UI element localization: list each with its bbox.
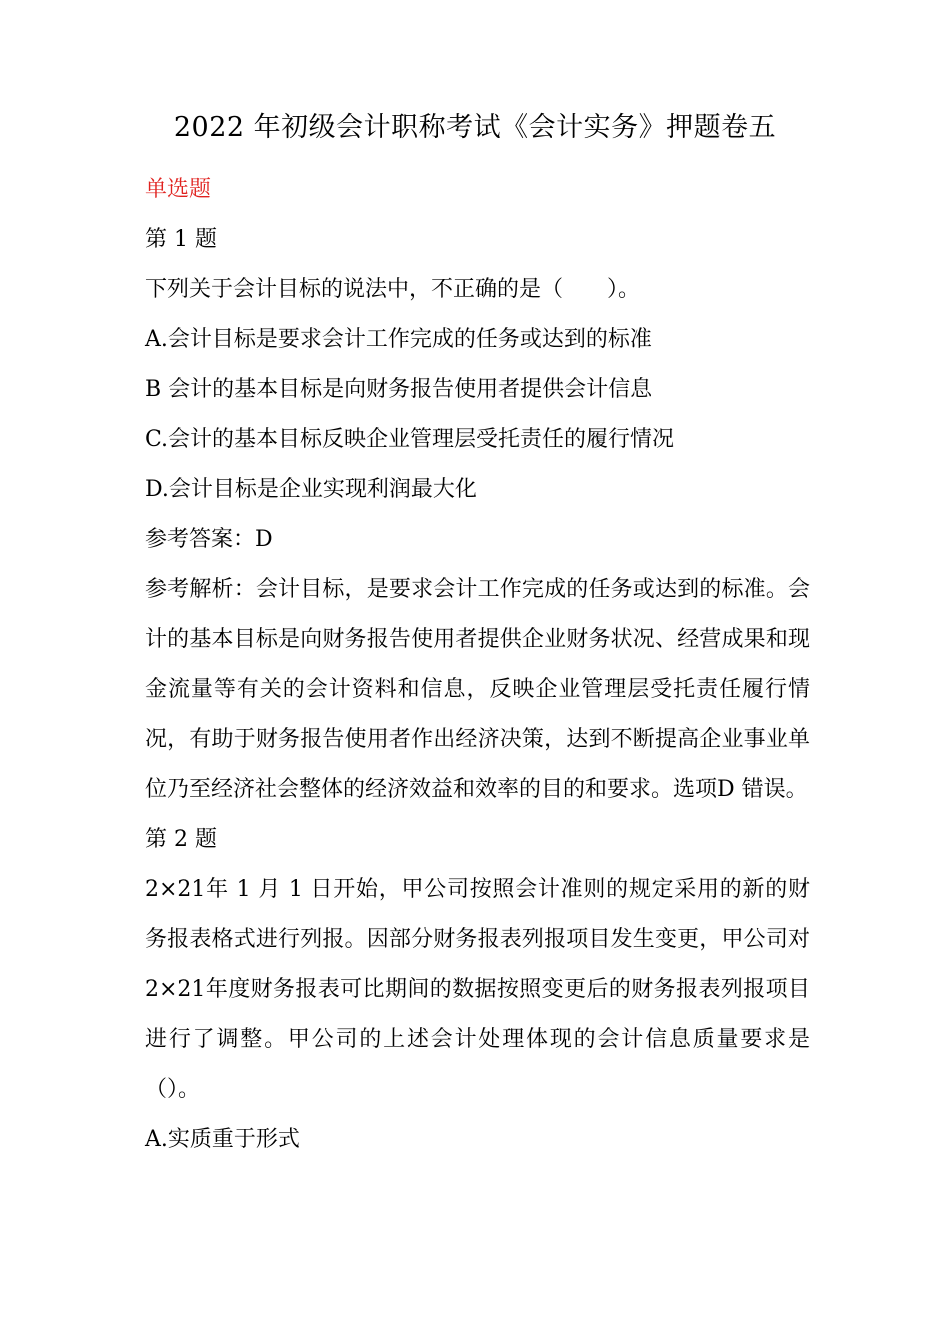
question-number: 第 2 题 [145,827,217,852]
question-stem: 下列关于会计目标的说法中，不正确的是（ ）。 [145,277,641,302]
option-a: A.会计目标是要求会计工作完成的任务或达到的标准 [145,327,652,352]
option-c: C.会计的基本目标反映企业管理层受托责任的履行情况 [145,427,675,452]
question-number: 第 1 题 [145,227,217,252]
question-stem: 2×21年 1 月 1 日开始，甲公司按照会计准则的规定采用的新的财务报表格式进行列报。因部分财务报表列报项目发生变更，甲公司对 2×21年度财务报表可比期间的数据按照变更后的财务报表列报项目进行了调整。甲公司的上述会计处理体现的会计信息质量要求是（）。 [145,877,810,1102]
document-body [145,165,810,1165]
section-heading: 单选题 [145,177,212,202]
option-b: B 会计的基本目标是向财务报告使用者提供会计信息 [145,377,653,402]
option-d: D.会计目标是企业实现利润最大化 [145,477,477,502]
document-title: 2022 年初级会计职称考试《会计实务》押题卷五 [173,112,777,143]
reference-answer: 参考答案：D [145,527,273,552]
question-2 [145,815,810,1165]
question-1 [145,215,810,815]
reference-analysis: 参考解析：会计目标，是要求会计工作完成的任务或达到的标准。会计的基本目标是向财务报告使用者提供企业财务状况、经营成果和现金流量等有关的会计资料和信息，反映企业管理层受托责任履行情况，有助于财务报告使用者作出经济决策，达到不断提高企业事业单位乃至经济社会整体的经济效益和效率的目的和要求。选项D 错误。 [145,577,810,802]
option-a: A.实质重于形式 [145,1127,300,1152]
